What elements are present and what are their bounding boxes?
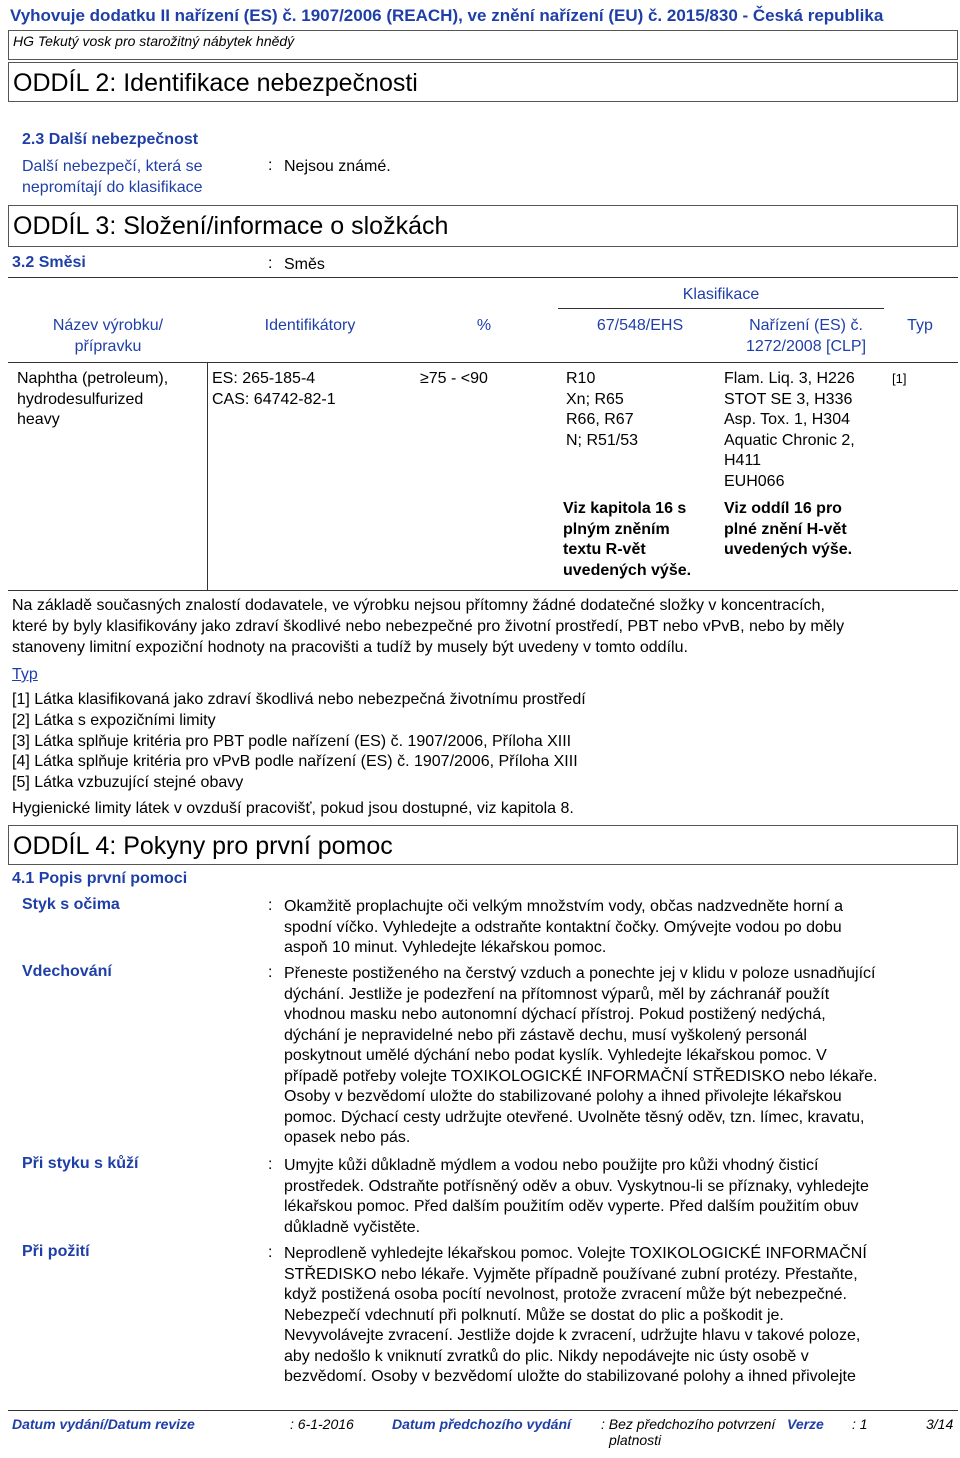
header-klasifikace: Klasifikace — [682, 286, 760, 303]
table-header-border — [8, 362, 958, 363]
clp-note-line: uvedených výše. — [724, 541, 853, 558]
subsection-3-2: 3.2 Směsi — [12, 254, 86, 271]
table-top-border — [8, 277, 958, 278]
footer-version-value: : 1 — [852, 1416, 868, 1432]
typ-legend-item: [3] Látka splňuje kritéria pro PBT podle nařízení (ES) č. 1907/2006, Příloha XIII — [12, 732, 572, 750]
skin-contact-label: Při styku s kůží — [22, 1155, 139, 1172]
other-hazards-label-line2: nepromítají do klasifikace — [22, 179, 203, 196]
footer-divider — [8, 1410, 958, 1411]
header-typ: Typ — [907, 317, 933, 334]
text-line: opasek nebo pás. — [284, 1129, 411, 1146]
eec-note-line: plným zněním — [563, 520, 670, 538]
eec-note-line: Viz kapitola 16 s — [563, 500, 687, 517]
clp-line: H411 — [724, 452, 762, 469]
footer-previous-value-line: platnosti — [609, 1432, 662, 1448]
text-line: Osoby v bezvědomí uložte do stabilizované polohy a ihned přivolejte lékařskou — [284, 1088, 842, 1105]
text-line: lékařskou pomoc. Před dalším použitím oděv vyperte. Před dalším použitím obuv — [284, 1198, 859, 1215]
inhalation-label: Vdechování — [22, 963, 112, 980]
cell-67-548-ehs — [566, 369, 638, 451]
header-67-548-ehs: 67/548/EHS — [596, 317, 684, 334]
clp-line: Flam. Liq. 3, H226 — [724, 370, 855, 387]
eye-contact-label: Styk s očima — [22, 896, 120, 913]
substance-name-line: Naphtha (petroleum), — [17, 370, 169, 387]
cell-clp — [724, 369, 855, 492]
clp-line: Aquatic Chronic 2, — [724, 431, 855, 449]
footer-page-number: 3/14 — [926, 1416, 954, 1432]
typ-legend-heading: Typ — [12, 666, 38, 683]
eec-note — [563, 499, 691, 581]
header-clp-line1: Nařízení (ES) č. — [749, 317, 863, 334]
table-bottom-border — [8, 590, 958, 591]
subsection-4-1: 4.1 Popis první pomoci — [12, 870, 188, 887]
clp-note-line: plné znění H-vět — [724, 520, 847, 538]
text-line: dýchání. Jestliže je podezření na přítomnost výparů, měl by záchranář použít — [284, 985, 830, 1003]
footer-previous-label: Datum předchozího vydání — [392, 1416, 571, 1432]
text-line: dýchání je nepravidelné nebo při zástavě dechu, musí vyškolený personál — [284, 1026, 807, 1044]
ingestion-text — [284, 1244, 954, 1388]
colon-separator: : — [268, 255, 273, 272]
text-line: případě potřeby volejte TOXIKOLOGICKÉ INFORMAČNÍ STŘEDISKO nebo lékaře. — [284, 1067, 878, 1085]
clp-note — [724, 499, 852, 561]
text-line: Umyjte kůži důkladně mýdlem a vodou nebo použijte pro kůži vhodný čisticí — [284, 1157, 819, 1174]
text-line: aspoň 10 minut. Vyhledejte lékařskou pomoc. — [284, 939, 607, 956]
header-clp-line2: 1272/2008 [CLP] — [745, 338, 867, 355]
colon-separator: : — [268, 964, 273, 981]
footer-previous-value — [601, 1416, 775, 1448]
cell-typ: [1] — [892, 371, 907, 386]
typ-legend-item: [5] Látka vzbuzující stejné obavy — [12, 774, 244, 792]
text-line: aby nedošlo k vniknutí zvratků do plic. Nikdy nepodávejte nic ústy osobě v — [284, 1347, 809, 1365]
clp-line: Asp. Tox. 1, H304 — [724, 411, 850, 428]
footer-version-label: Verze — [787, 1416, 824, 1432]
footer-issue-label: Datum vydání/Datum revize — [12, 1416, 195, 1432]
eec-note-line: uvedených výše. — [563, 561, 692, 579]
section-4-heading: ODDÍL 4: Pokyny pro první pomoc — [8, 825, 958, 865]
section-3-heading: ODDÍL 3: Složení/informace o složkách — [8, 205, 958, 247]
subsection-2-3: 2.3 Další nebezpečnost — [22, 131, 199, 148]
inhalation-text — [284, 964, 954, 1149]
text-line: bezvědomí. Osoby v bezvědomí uložte do stabilizované polohy a ihned přivolejte — [284, 1368, 856, 1385]
other-hazards-value: Nejsou známé. — [284, 158, 391, 175]
eec-line: N; R51/53 — [566, 431, 639, 449]
eec-line: R10 — [566, 370, 596, 387]
section-2-heading: ODDÍL 2: Identifikace nebezpečnosti — [8, 62, 958, 102]
typ-legend-item: [1] Látka klasifikovaná jako zdraví škodlivá nebo nebezpečná životnímu prostředí — [12, 691, 586, 708]
text-line: Přeneste postiženého na čerstvý vzduch a ponechte jej v klidu v poloze usnadňující — [284, 965, 876, 982]
typ-legend-list — [12, 690, 952, 794]
typ-legend-item: [4] Látka splňuje kritéria pro vPvB podle nařízení (ES) č. 1907/2006, Příloha XIII — [12, 753, 578, 771]
cell-percent: ≥75 - <90 — [420, 370, 488, 387]
text-line: prostředek. Odstraňte potřísněný oděv a obuv. Vyskytnou-li se příznaky, vyhledejte — [284, 1177, 869, 1195]
klasifikace-underline — [558, 308, 884, 309]
identifier-cas: CAS: 64742-82-1 — [212, 390, 336, 408]
text-line: pomoc. Dýchací cesty udržujte otevřené. Uvolněte těsný oděv, tzn. límec, kravatu, — [284, 1108, 865, 1126]
cell-identifiers — [212, 369, 336, 410]
ingestion-label: Při požití — [22, 1243, 90, 1260]
identifier-ec: ES: 265-185-4 — [212, 370, 316, 387]
clp-line: STOT SE 3, H336 — [724, 390, 853, 408]
substance-name-line: heavy — [17, 411, 60, 428]
mixture-value: Směs — [284, 256, 325, 273]
text-line: spodní víčko. Vyhledejte a odstraňte kontaktní čočky. Omývejte vodou po dobu — [284, 918, 842, 936]
header-product-name-line2: přípravku — [74, 338, 142, 355]
substance-name-line: hydrodesulfurized — [17, 390, 144, 408]
cell-substance-name — [17, 369, 168, 431]
text-line: poskytnout umělé dýchání nebo podat kyslík. Vyhledejte lékařskou pomoc. V — [284, 1047, 827, 1064]
text-line: důkladně vyčistěte. — [284, 1218, 421, 1236]
colon-separator: : — [268, 157, 273, 174]
text-line: Nebezpečí vdechnutí při polknutí. Může se dostat do plic a poškodit je. — [284, 1306, 784, 1324]
hygiene-limits-note: Hygienické limity látek v ovzduší pracovišť, pokud jsou dostupné, viz kapitola 8. — [12, 800, 574, 817]
header-identifiers: Identifikátory — [264, 317, 356, 334]
table-col-divider — [207, 362, 208, 590]
footer-issue-value: : 6-1-2016 — [290, 1416, 354, 1432]
product-name-box — [8, 30, 958, 60]
clp-note-line: Viz oddíl 16 pro — [724, 500, 842, 517]
colon-separator: : — [268, 1156, 273, 1173]
colon-separator: : — [268, 1244, 273, 1261]
text-line: Okamžitě proplachujte oči velkým množstvím vody, občas nadzvedněte horní a — [284, 898, 844, 915]
knowledge-line: Na základě současných znalostí dodavatele, ve výrobku nejsou přítomny žádné dodatečné složky v koncentracích, — [12, 597, 825, 614]
text-line: STŘEDISKO nebo lékaře. Vyjměte případně používané zubní protézy. Přestaňte, — [284, 1265, 858, 1283]
header-percent: % — [476, 317, 492, 334]
skin-contact-text — [284, 1156, 954, 1238]
footer-previous-value-line: : Bez předchozího potvrzení — [601, 1416, 776, 1432]
text-line: Neprodleně vyhledejte lékařskou pomoc. Volejte TOXIKOLOGICKÉ INFORMAČNÍ — [284, 1245, 867, 1262]
knowledge-line: které by byly klasifikovány jako zdraví škodlivé nebo nebezpečné pro životní prostředí, PBT nebo vPvB, nebo by měly — [12, 617, 845, 635]
text-line: vhodnou masku nebo autonomní dýchací přístroj. Pokud postižený nedýchá, — [284, 1006, 826, 1023]
product-name: HG Tekutý vosk pro starožitný nábytek hnědý — [13, 33, 295, 49]
typ-legend-item: [2] Látka s expozičními limity — [12, 711, 216, 729]
clp-line: EUH066 — [724, 472, 785, 490]
knowledge-line: stanoveny limitní expoziční hodnoty na pracovišti a tudíž by musely být uvedeny v tomto oddílu. — [12, 638, 688, 656]
other-hazards-label-line1: Další nebezpečí, která se — [22, 158, 203, 175]
header-product-name-line1: Název výrobku/ — [52, 317, 164, 334]
eec-line: R66, R67 — [566, 411, 634, 428]
colon-separator: : — [268, 897, 273, 914]
eec-line: Xn; R65 — [566, 390, 624, 408]
eye-contact-text — [284, 897, 954, 959]
text-line: když postižená osoba pocítí nevolnost, protože zvracení může být nebezpečné. — [284, 1286, 847, 1303]
text-line: Nevyvolávejte zvracení. Jestliže dojde k zvracení, udržujte hlavu v takové poloze, — [284, 1327, 861, 1344]
regulation-header: Vyhovuje dodatku II nařízení (ES) č. 1907/2006 (REACH), ve znění nařízení (EU) č. 2015/830 - Česká republika — [10, 6, 884, 25]
knowledge-paragraph — [12, 596, 952, 658]
eec-note-line: textu R-vět — [563, 541, 646, 558]
